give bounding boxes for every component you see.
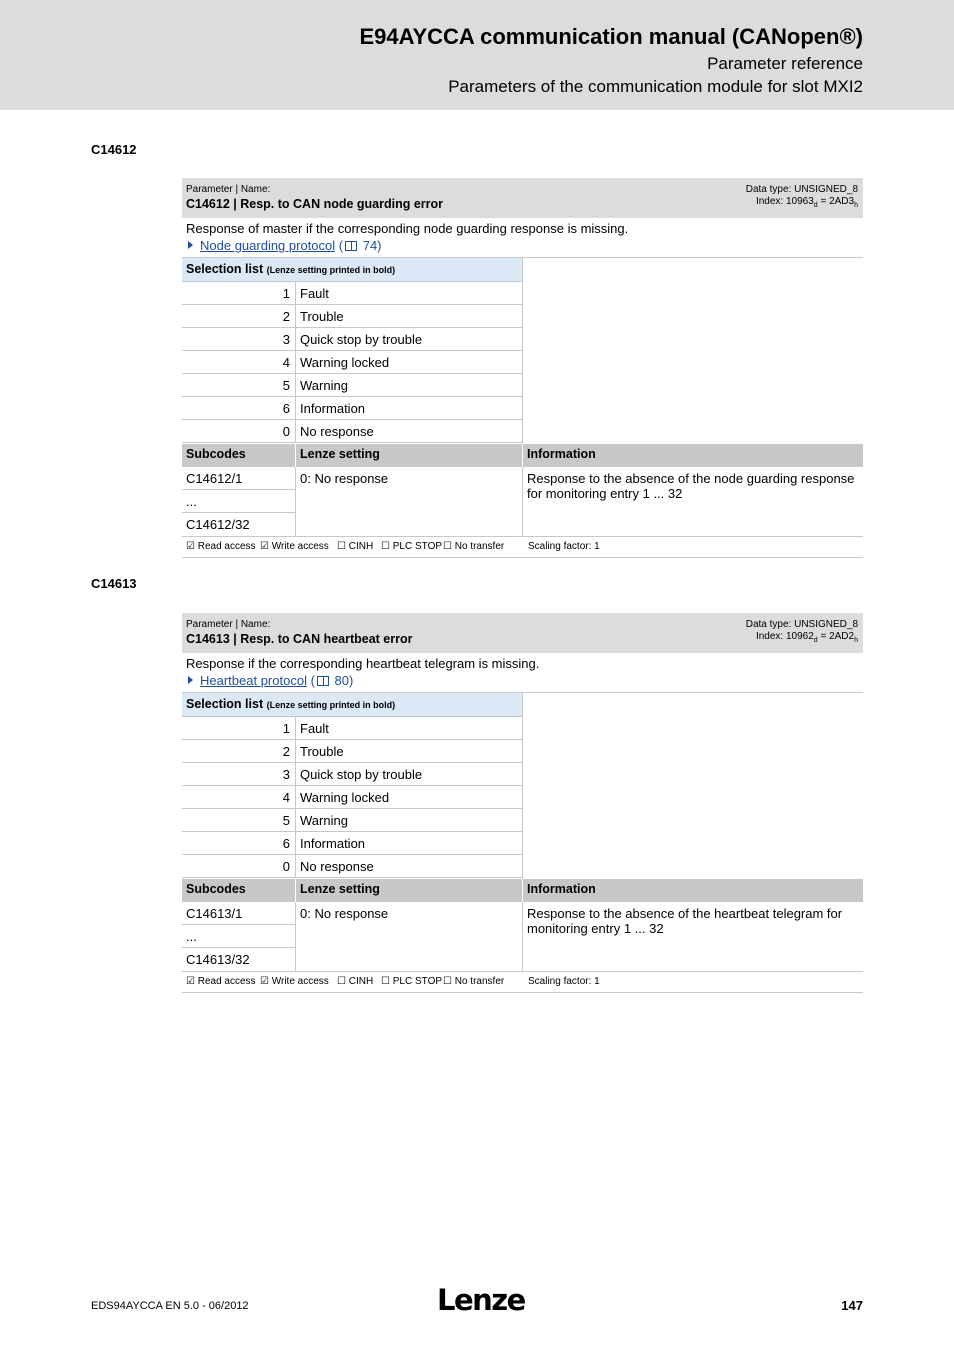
- selection-list-header: Selection list (Lenze setting printed in bold): [182, 258, 522, 282]
- description-text: Response if the corresponding heartbeat telegram is missing.: [186, 656, 540, 671]
- page-number: 147: [841, 1298, 863, 1313]
- subcodes-table: [182, 444, 863, 537]
- parameter-name: C14612 | Resp. to CAN node guarding error: [186, 197, 444, 211]
- section-title: Parameters of the communication module for slot MXI2: [448, 77, 863, 96]
- reference-page[interactable]: 74): [359, 238, 382, 253]
- write-access-flag: ☑ Write access: [260, 541, 329, 552]
- book-icon: [317, 676, 329, 686]
- selection-option: 3 Quick stop by trouble: [182, 763, 522, 786]
- data-type: Data type: UNSIGNED_8: [745, 619, 858, 630]
- description-text: Response of master if the corresponding node guarding response is missing.: [186, 221, 629, 236]
- param-code-label: C14612: [91, 142, 137, 157]
- selection-option: 6 Information: [182, 397, 522, 420]
- scaling-factor: Scaling factor: 1: [528, 541, 600, 552]
- no-transfer-flag: ☐ No transfer: [443, 976, 505, 987]
- reference-link-text[interactable]: Node guarding protocol: [200, 238, 336, 253]
- subcode-information: Response to the absence of the node guarding response for monitoring entry 1 ... 32: [527, 471, 855, 501]
- subcode-row: C14613/32: [186, 952, 250, 967]
- subcode-row: C14612/32: [186, 517, 250, 532]
- subcodes-header: Subcodes Lenze setting Information: [182, 879, 863, 902]
- parameter-index: Index: $10962_d = 2AD2_h$: [755, 631, 858, 644]
- parameter-description: [182, 653, 863, 693]
- subcode-row: C14612/1: [182, 467, 295, 490]
- selection-option: 3 Quick stop by trouble: [182, 328, 522, 351]
- parameter-index: Index: $10963_d = 2AD3_h$: [755, 196, 858, 209]
- parameter-header: [182, 178, 863, 218]
- reference-link[interactable]: Node guarding protocol ( 74): [188, 238, 382, 253]
- parameter-table-c14612: [182, 178, 863, 558]
- no-transfer-flag: ☐ No transfer: [443, 541, 505, 552]
- parameter-table-c14613: [182, 613, 863, 993]
- subcodes-table: [182, 879, 863, 972]
- subcode-row: ...: [182, 925, 295, 948]
- selection-option: 2 Trouble: [182, 740, 522, 763]
- document-id: EDS94AYCCA EN 5.0 - 06/2012: [91, 1300, 249, 1312]
- selection-option: 6 Information: [182, 832, 522, 855]
- data-type: Data type: UNSIGNED_8: [745, 184, 858, 195]
- lenze-setting: 0: No response: [300, 471, 389, 486]
- param-code-label: C14613: [91, 576, 137, 591]
- subcode-information: Response to the absence of the heartbeat telegram for monitoring entry 1 ... 32: [527, 906, 843, 936]
- subcodes-header: Subcodes Lenze setting Information: [182, 444, 863, 467]
- subcode-row: C14613/1: [182, 902, 295, 925]
- lenze-setting: 0: No response: [300, 906, 389, 921]
- chapter-title: Parameter reference: [707, 54, 863, 73]
- parameter-header: [182, 613, 863, 653]
- reference-page[interactable]: 80): [330, 673, 354, 688]
- arrow-right-icon: [188, 676, 193, 684]
- parameter-name-caption: Parameter | Name:: [186, 619, 271, 630]
- selection-list: [182, 258, 863, 444]
- plc-stop-flag: ☐ PLC STOP: [381, 976, 443, 987]
- selection-list: [182, 693, 863, 879]
- selection-option: 1 Fault: [182, 282, 522, 305]
- selection-option: 5 Warning: [182, 809, 522, 832]
- access-flags: [182, 972, 863, 993]
- manual-title: E94AYCCA communication manual (CANopen®): [359, 24, 863, 49]
- cinh-flag: ☐ CINH: [337, 541, 374, 552]
- lenze-logo: Lenze: [437, 1283, 525, 1317]
- read-access-flag: ☑ Read access: [186, 541, 256, 552]
- cinh-flag: ☐ CINH: [337, 976, 374, 987]
- selection-option: 4 Warning locked: [182, 786, 522, 809]
- scaling-factor: Scaling factor: 1: [528, 976, 600, 987]
- selection-option: 1 Fault: [182, 717, 522, 740]
- reference-link[interactable]: Heartbeat protocol ( 80): [188, 673, 353, 688]
- selection-option: 5 Warning: [182, 374, 522, 397]
- subcode-row: ...: [182, 490, 295, 513]
- selection-option: 0 No response: [182, 420, 522, 443]
- read-access-flag: ☑ Read access: [186, 976, 256, 987]
- parameter-name: C14613 | Resp. to CAN heartbeat error: [186, 632, 413, 646]
- parameter-description: [182, 218, 863, 258]
- selection-option: 0 No response: [182, 855, 522, 878]
- header-band: [0, 0, 954, 110]
- write-access-flag: ☑ Write access: [260, 976, 329, 987]
- parameter-name-caption: Parameter | Name:: [186, 184, 271, 195]
- book-icon: [345, 241, 357, 251]
- access-flags: [182, 537, 863, 558]
- arrow-right-icon: [188, 241, 193, 249]
- reference-link-text[interactable]: Heartbeat protocol: [200, 673, 307, 688]
- selection-option: 2 Trouble: [182, 305, 522, 328]
- selection-list-header: Selection list (Lenze setting printed in bold): [182, 693, 522, 717]
- selection-option: 4 Warning locked: [182, 351, 522, 374]
- plc-stop-flag: ☐ PLC STOP: [381, 541, 443, 552]
